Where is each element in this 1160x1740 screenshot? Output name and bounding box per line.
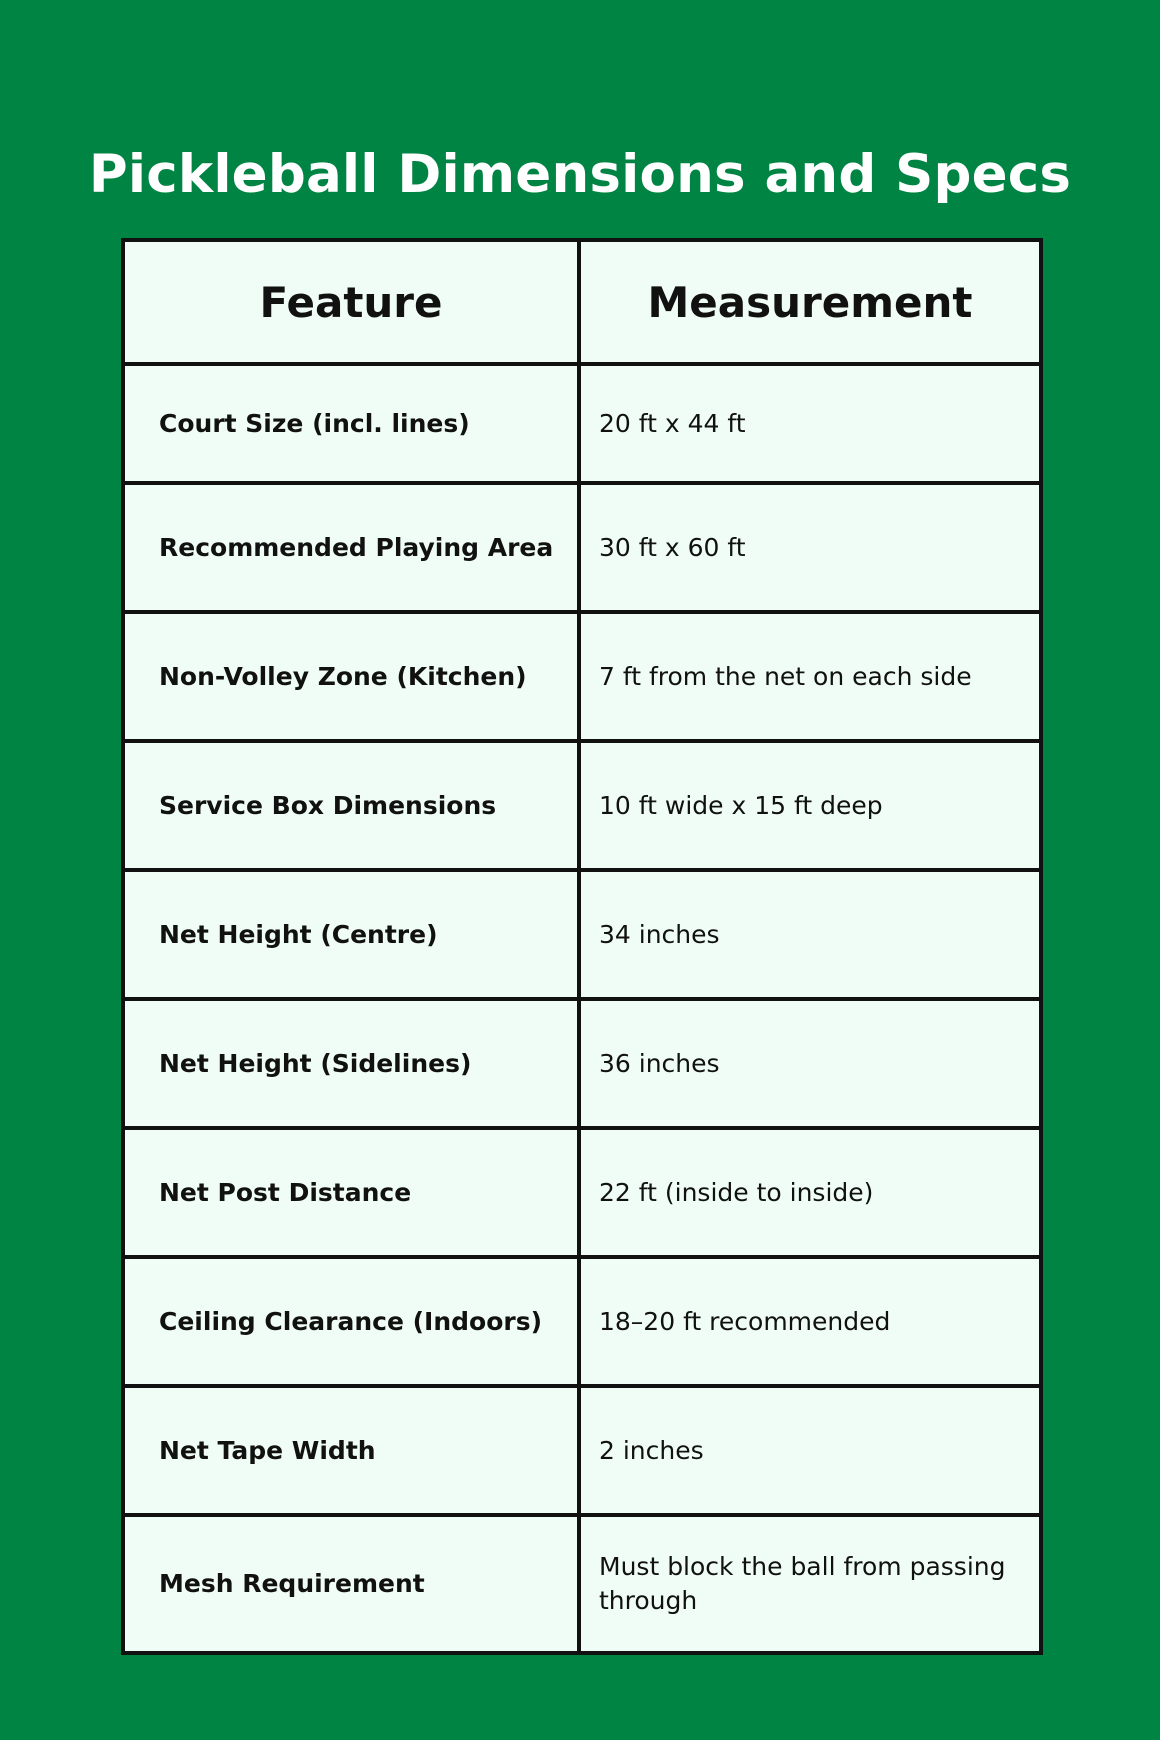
feature-cell: Mesh Requirement — [123, 1515, 579, 1653]
table-row — [123, 870, 1041, 999]
table-row — [123, 741, 1041, 870]
measurement-cell: 34 inches — [579, 870, 1041, 999]
specs-table — [121, 238, 1043, 1655]
feature-cell: Recommended Playing Area — [123, 483, 579, 612]
measurement-cell: Must block the ball from passing through — [579, 1515, 1041, 1653]
feature-cell: Net Post Distance — [123, 1128, 579, 1257]
feature-cell: Court Size (incl. lines) — [123, 364, 579, 483]
measurement-cell: 36 inches — [579, 999, 1041, 1128]
table-row — [123, 1515, 1041, 1653]
header-measurement: Measurement — [579, 240, 1041, 364]
measurement-cell: 20 ft x 44 ft — [579, 364, 1041, 483]
table-header-row — [123, 240, 1041, 364]
feature-cell: Net Height (Centre) — [123, 870, 579, 999]
table-row — [123, 999, 1041, 1128]
header-feature: Feature — [123, 240, 579, 364]
measurement-cell: 2 inches — [579, 1386, 1041, 1515]
table-row — [123, 1128, 1041, 1257]
page-title: Pickleball Dimensions and Specs — [88, 143, 1072, 205]
feature-cell: Non-Volley Zone (Kitchen) — [123, 612, 579, 741]
table-row — [123, 1386, 1041, 1515]
measurement-cell: 7 ft from the net on each side — [579, 612, 1041, 741]
table-row — [123, 1257, 1041, 1386]
measurement-cell: 22 ft (inside to inside) — [579, 1128, 1041, 1257]
table-row — [123, 483, 1041, 612]
table-row — [123, 612, 1041, 741]
table-row — [123, 364, 1041, 483]
feature-cell: Ceiling Clearance (Indoors) — [123, 1257, 579, 1386]
measurement-cell: 30 ft x 60 ft — [579, 483, 1041, 612]
feature-cell: Net Height (Sidelines) — [123, 999, 579, 1128]
feature-cell: Net Tape Width — [123, 1386, 579, 1515]
measurement-cell: 10 ft wide x 15 ft deep — [579, 741, 1041, 870]
measurement-cell: 18–20 ft recommended — [579, 1257, 1041, 1386]
feature-cell: Service Box Dimensions — [123, 741, 579, 870]
